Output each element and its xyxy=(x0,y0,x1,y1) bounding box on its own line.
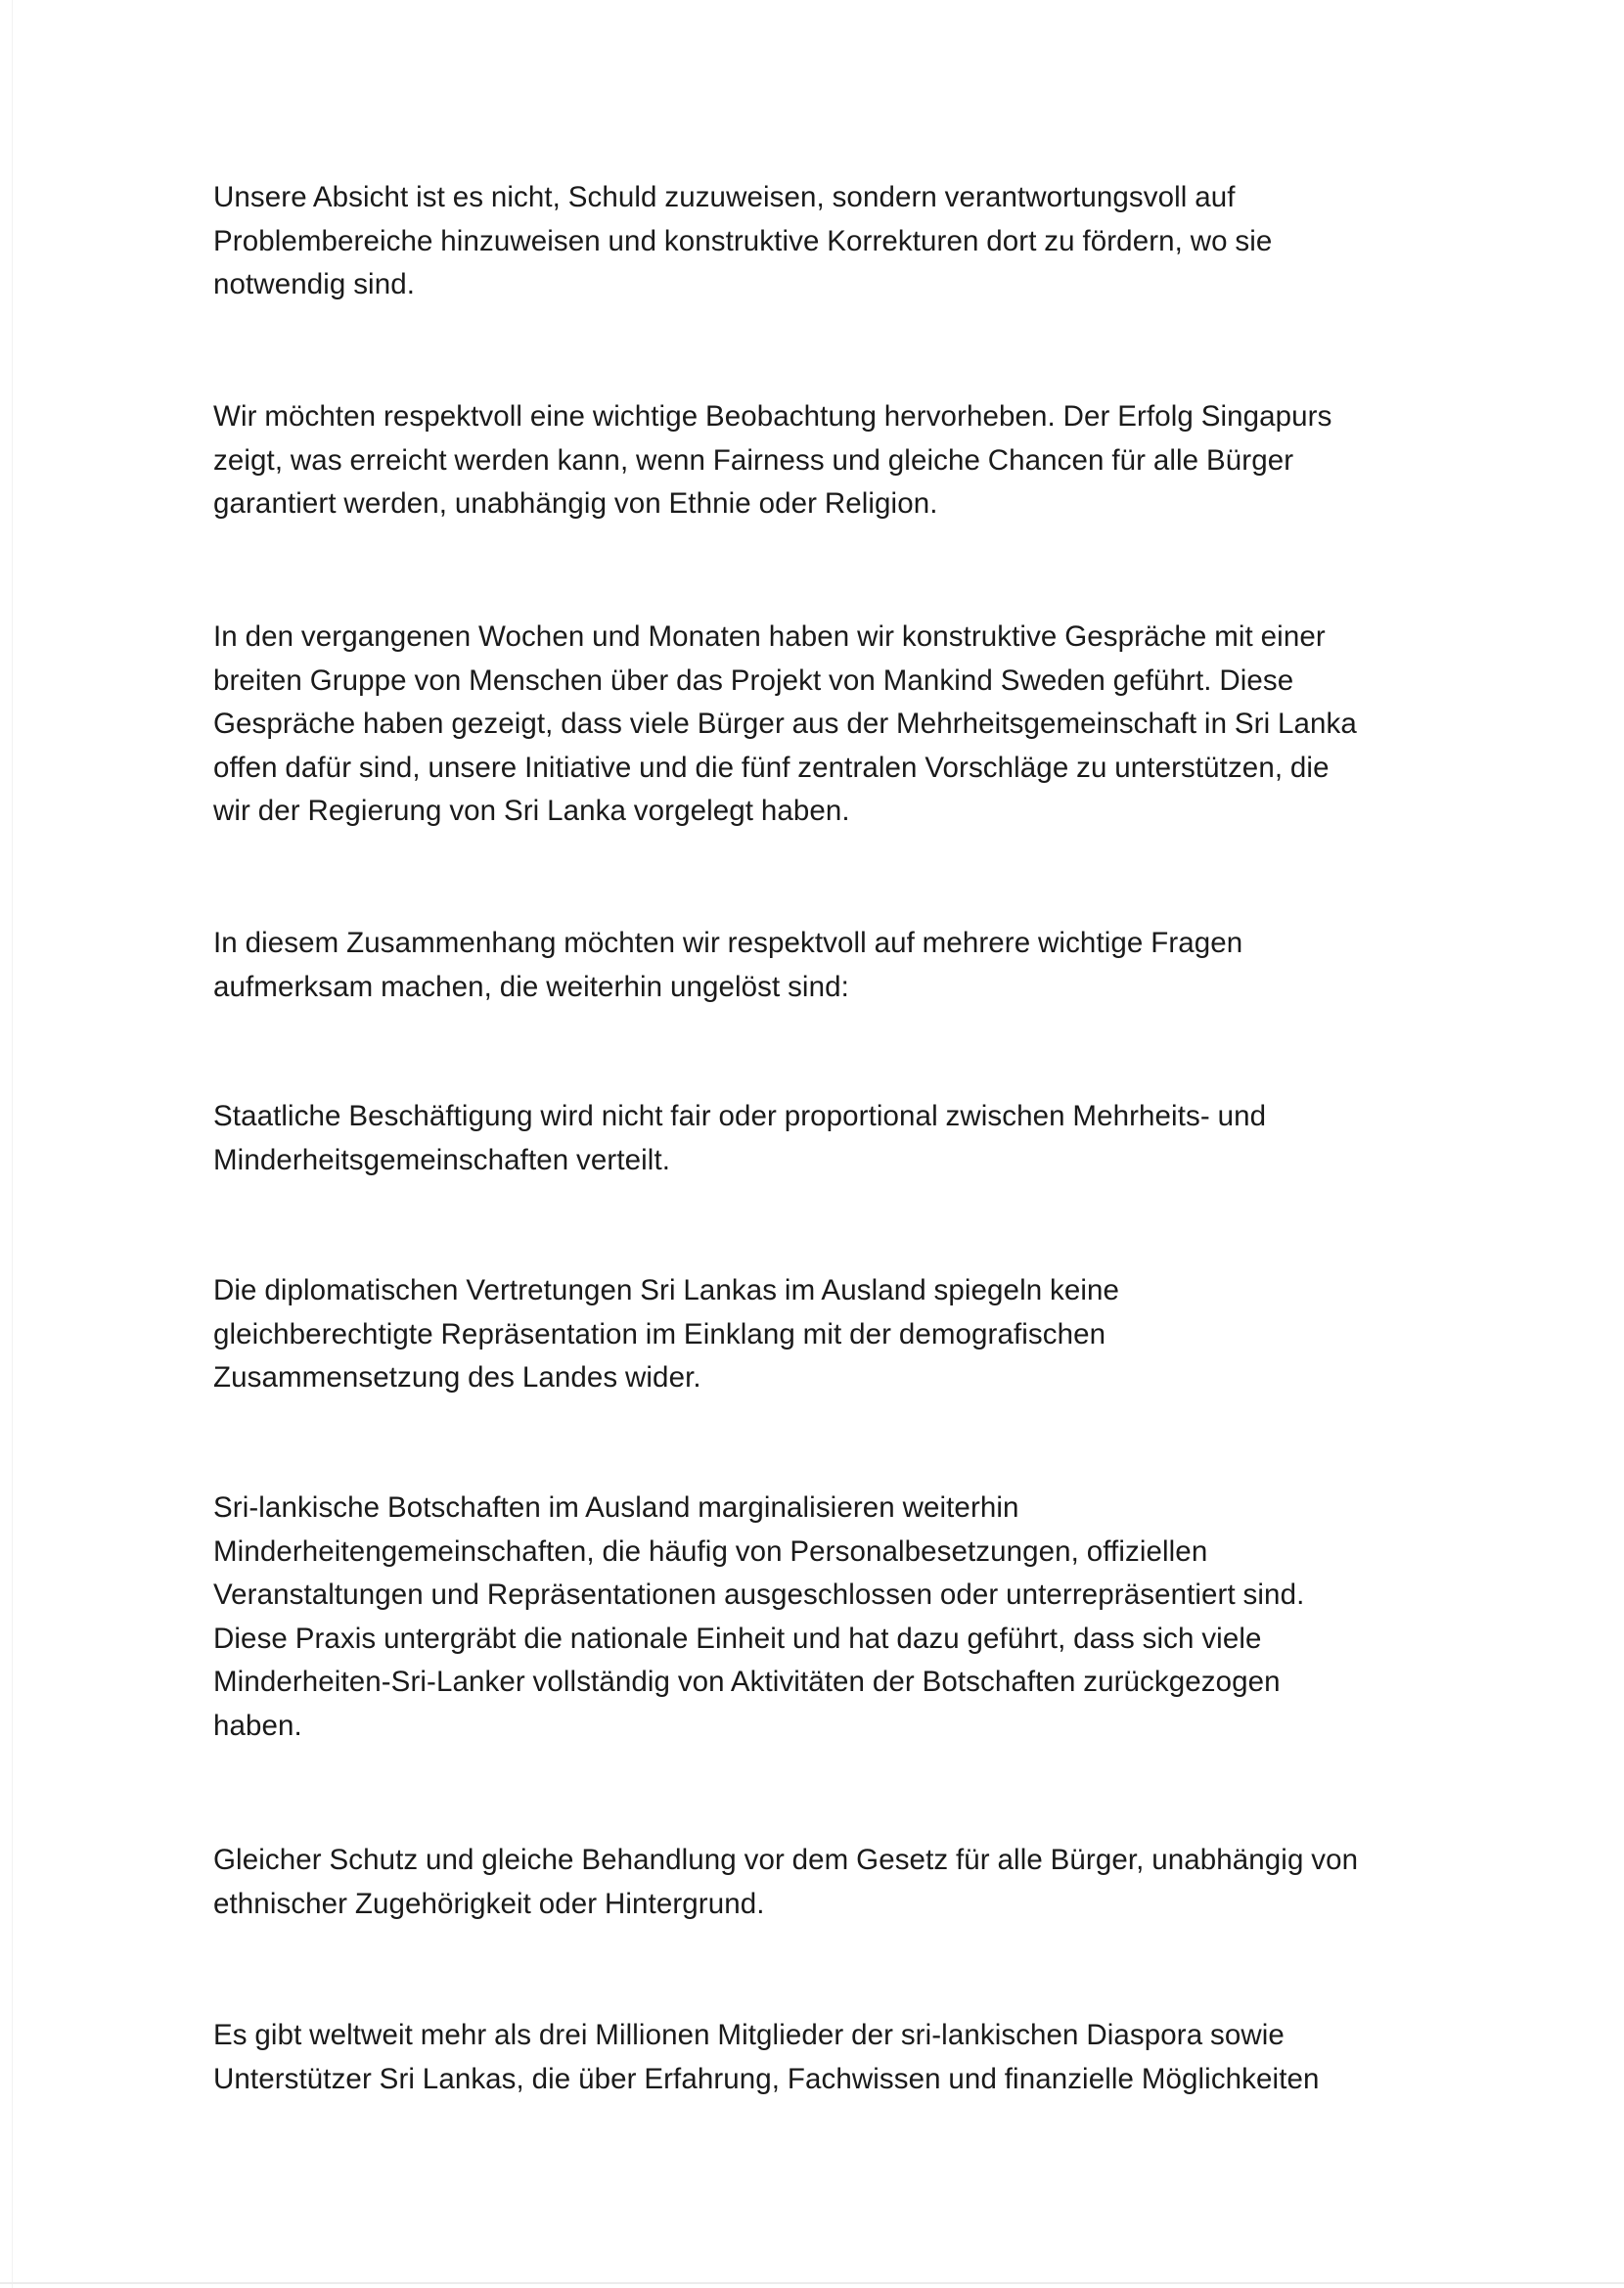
paragraph-state-employment xyxy=(213,1095,1266,1182)
text-line: Unsere Absicht ist es nicht, Schuld zuzuweisen, sondern verantwortungsvoll auf xyxy=(213,181,1236,213)
text-line: Die diplomatischen Vertretungen Sri Lankas im Ausland spiegeln keine xyxy=(213,1274,1120,1306)
text-line: Diese Praxis untergräbt die nationale Einheit und hat dazu geführt, dass sich viele xyxy=(213,1622,1262,1655)
text-line: In den vergangenen Wochen und Monaten haben wir konstruktive Gespräche mit einer xyxy=(213,620,1326,653)
text-line: wir der Regierung von Sri Lanka vorgelegt haben. xyxy=(213,795,850,828)
text-line: Unterstützer Sri Lankas, die über Erfahrung, Fachwissen und finanzielle Möglichkeiten xyxy=(213,2062,1320,2095)
text-line: Problembereiche hinzuweisen und konstruktive Korrekturen dort zu fördern, wo sie xyxy=(213,224,1273,257)
text-line: haben. xyxy=(213,1709,302,1742)
paragraph-conversations xyxy=(213,616,1357,834)
paragraph-embassies-marginalization xyxy=(213,1487,1304,1749)
text-line: notwendig sind. xyxy=(213,268,416,301)
text-line: Zusammensetzung des Landes wider. xyxy=(213,1361,701,1395)
text-line: Veranstaltungen und Repräsentationen ausgeschlossen oder unterrepräsentiert sind. xyxy=(213,1579,1305,1612)
text-line: Sri-lankische Botschaften im Ausland marginalisieren weiterhin xyxy=(213,1491,1019,1524)
paragraph-diaspora xyxy=(213,2014,1320,2101)
text-line: Minderheiten-Sri-Lanker vollständig von Aktivitäten der Botschaften zurückgezogen xyxy=(213,1666,1281,1699)
text-line: Minderheitsgemeinschaften verteilt. xyxy=(213,1143,671,1176)
text-line: ethnischer Zugehörigkeit oder Hintergrund. xyxy=(213,1887,765,1920)
text-line: Wir möchten respektvoll eine wichtige Beobachtung hervorheben. Der Erfolg Singapurs xyxy=(213,400,1332,433)
text-line: Gleicher Schutz und gleiche Behandlung vor dem Gesetz für alle Bürger, unabhängig von xyxy=(213,1844,1359,1876)
text-line: Es gibt weltweit mehr als drei Millionen Mitglieder der sri-lankischen Diaspora sowie xyxy=(213,2019,1285,2051)
text-line: offen dafür sind, unsere Initiative und die fünf zentralen Vorschläge zu unterstützen, die xyxy=(213,751,1330,784)
paragraph-singapore-observation xyxy=(213,395,1331,526)
text-line: In diesem Zusammenhang möchten wir respektvoll auf mehrere wichtige Fragen xyxy=(213,927,1243,959)
paragraph-equal-protection xyxy=(213,1839,1358,1926)
text-line: gleichberechtigte Repräsentation im Einklang mit der demografischen xyxy=(213,1317,1106,1350)
text-line: garantiert werden, unabhängig von Ethnie oder Religion. xyxy=(213,487,938,521)
scan-edge-left xyxy=(12,0,13,2288)
text-line: Staatliche Beschäftigung wird nicht fair oder proportional zwischen Mehrheits- und xyxy=(213,1100,1267,1132)
paragraph-diplomatic-representation xyxy=(213,1269,1119,1400)
text-line: breiten Gruppe von Menschen über das Projekt von Mankind Sweden geführt. Diese xyxy=(213,664,1294,697)
text-line: aufmerksam machen, die weiterhin ungelöst sind: xyxy=(213,970,849,1003)
text-line: zeigt, was erreicht werden kann, wenn Fairness und gleiche Chancen für alle Bürger xyxy=(213,443,1294,477)
text-line: Gespräche haben gezeigt, dass viele Bürger aus der Mehrheitsgemeinschaft in Sri Lanka xyxy=(213,708,1357,741)
text-line: Minderheitengemeinschaften, die häufig von Personalbesetzungen, offiziellen xyxy=(213,1534,1208,1568)
paragraph-unresolved-questions-intro xyxy=(213,922,1242,1009)
scan-edge-bottom xyxy=(0,2282,1624,2284)
paragraph-intent xyxy=(213,176,1272,307)
